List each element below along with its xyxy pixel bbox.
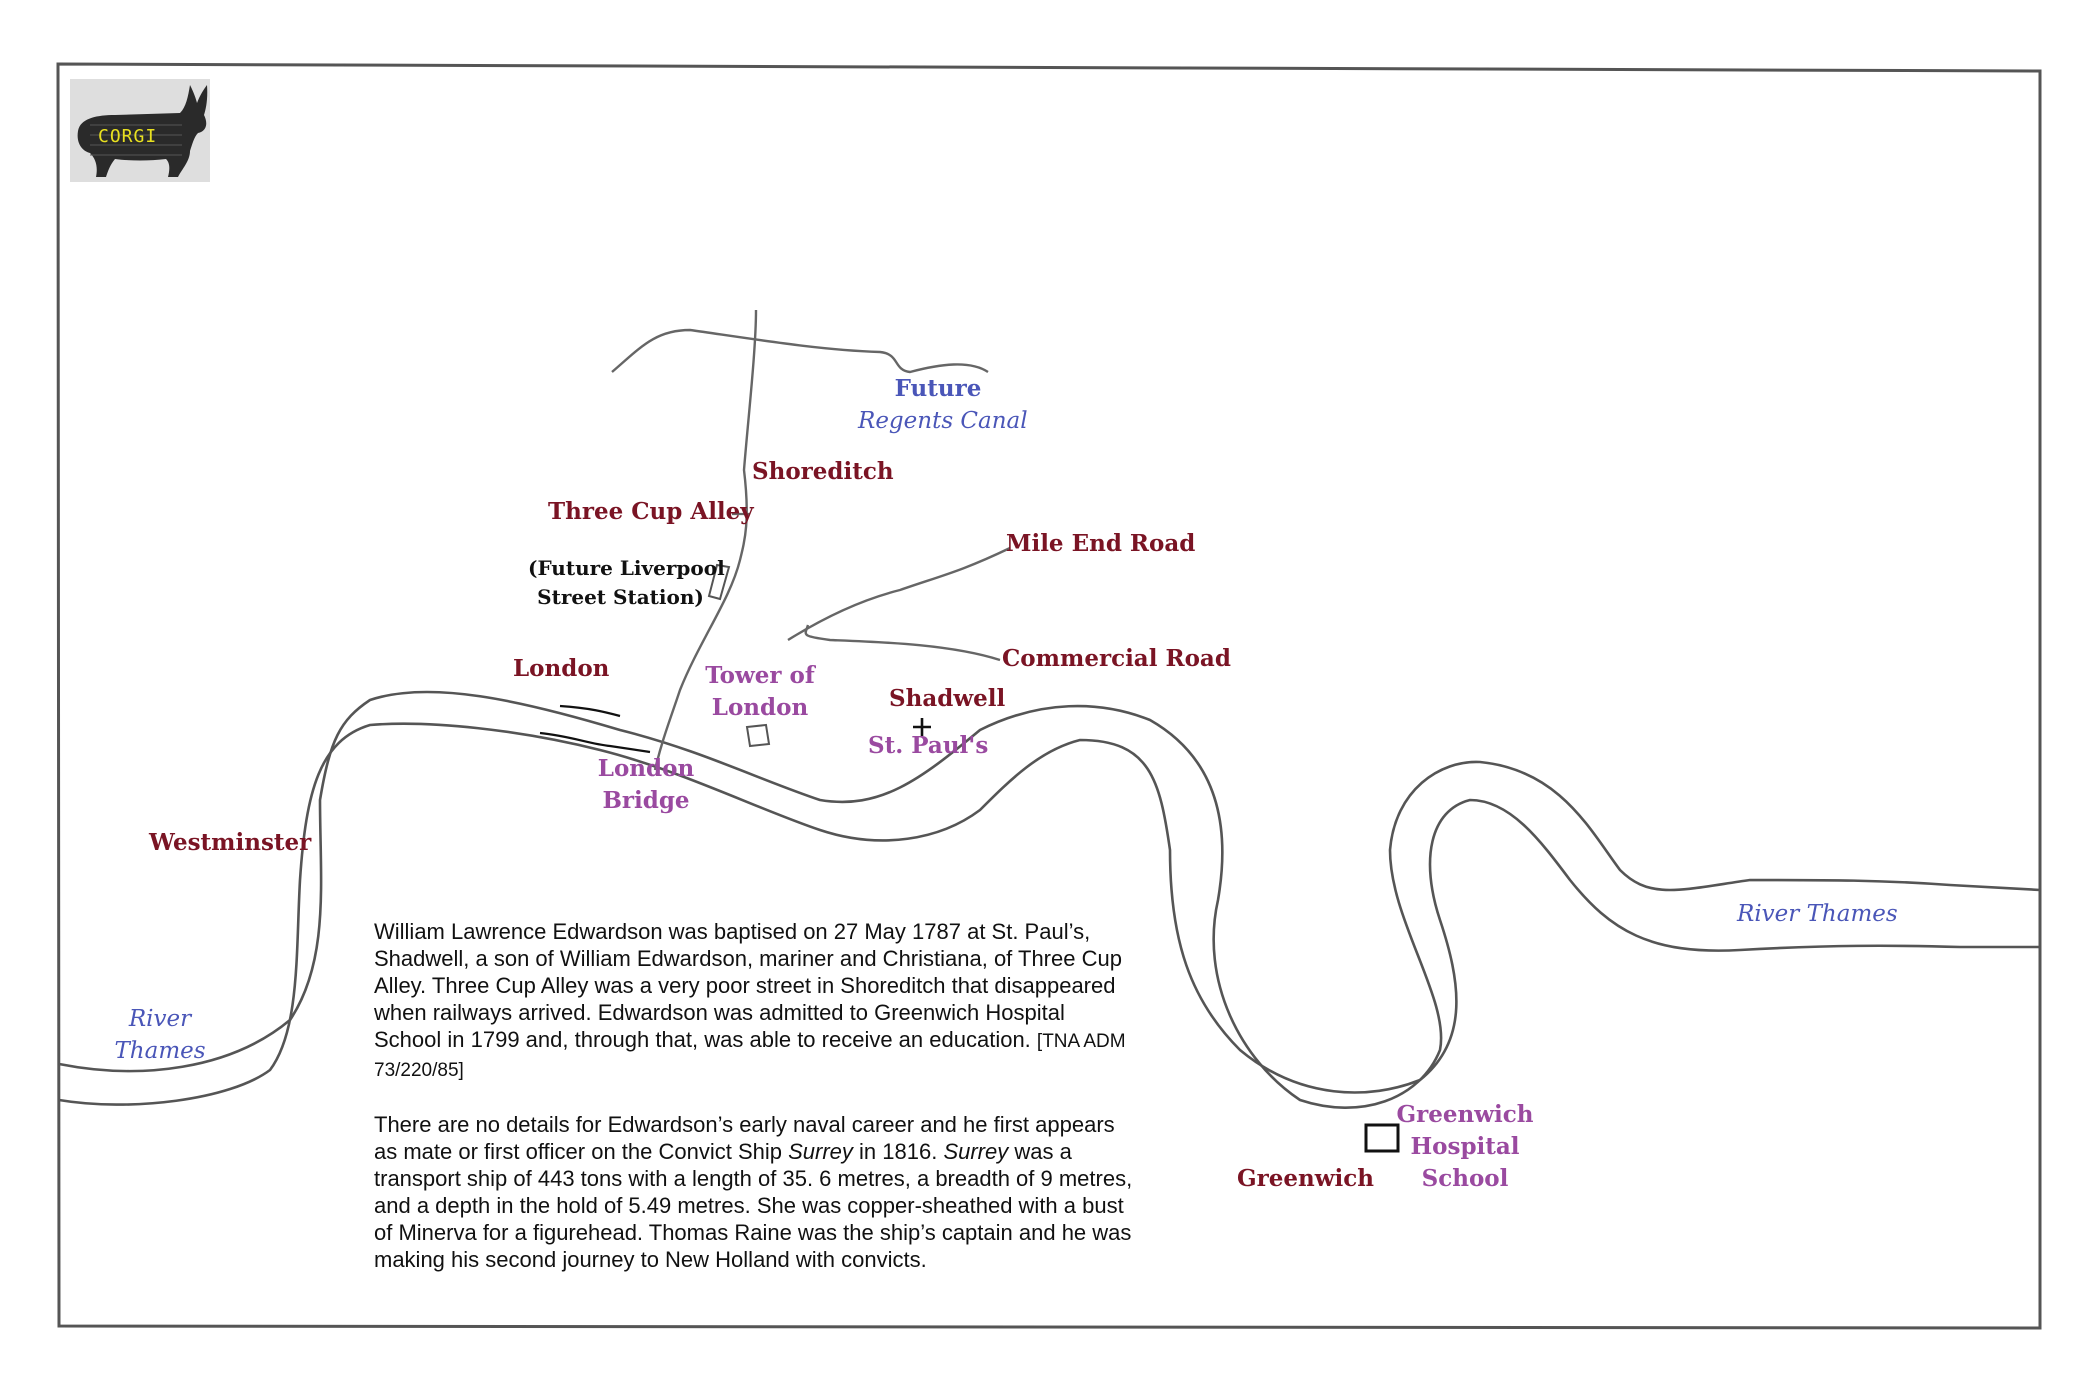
label-river-thames-left	[110, 1003, 210, 1067]
label-mile-end-road: Mile End Road	[1006, 530, 1196, 557]
label-st-pauls: St. Paul's	[868, 732, 989, 759]
label-river-thames-right: River Thames	[1737, 901, 1898, 927]
label-commercial-road: Commercial Road	[1002, 645, 1231, 672]
tower-of-london-outline	[747, 725, 769, 746]
paragraph-naval-part1: There are no details for Edwardson’s early naval career and he first appears as mate or first officer on the Convict Ship	[374, 1112, 1115, 1164]
label-tower-line1: Tower of	[705, 662, 815, 689]
label-three-cup-alley: Three Cup Alley	[548, 498, 754, 525]
label-greenwich: Greenwich	[1237, 1165, 1375, 1192]
label-greenwich-hospital-school	[1395, 1099, 1535, 1195]
corgi-logo	[70, 79, 210, 182]
label-shadwell: Shadwell	[889, 685, 1006, 712]
label-future-liverpool-line1: (Future Liverpool	[528, 556, 725, 580]
label-london-bridge-line1: London	[597, 755, 695, 782]
label-greenwich-hospital-line3: School	[1421, 1165, 1509, 1192]
paragraph-naval-career	[374, 1111, 1134, 1273]
ship-name-surrey-2: Surrey	[943, 1139, 1009, 1164]
label-future: Future	[894, 375, 982, 402]
label-shoreditch: Shoreditch	[752, 458, 894, 485]
label-london-bridge	[596, 753, 696, 817]
paragraph-baptism-ref: [TNA ADM 73/220/85]	[374, 1031, 1126, 1081]
ship-name-surrey-1: Surrey	[788, 1139, 853, 1164]
commercial-road	[806, 625, 1000, 660]
label-river-thames-left-line2: Thames	[114, 1038, 206, 1064]
paragraph-naval-part2: in 1816.	[852, 1139, 944, 1164]
greenwich-hospital-school-box	[1366, 1125, 1398, 1151]
label-river-thames-left-line1: River	[128, 1006, 192, 1032]
label-london-bridge-line2: Bridge	[602, 787, 690, 814]
regents-canal-line	[612, 330, 988, 372]
label-future-liverpool-line2: Street Station)	[537, 585, 704, 609]
paragraph-baptism-text: William Lawrence Edwardson was baptised on 27 May 1787 at St. Paul’s, Shadwell, a son of William Edwardson, mariner and Christiana, of Three Cup Alley. Three Cup Alley was a very poor street in Shoreditch that disappeared when railways arrived. Edwardson was admitted to Greenwich Hospital School in 1799 and, through that, was able to receive an education.	[374, 919, 1122, 1052]
label-future-liverpool-street	[528, 554, 725, 612]
label-greenwich-hospital-line1: Greenwich	[1396, 1101, 1534, 1128]
paragraph-naval-part3: was a transport ship of 443 tons with a length of 35. 6 metres, a breadth of 9 metres, and a depth in the hold of 5.49 metres. She was copper-sheathed with a bust of Minerva for a figurehead. Thomas Raine was the ship’s captain and he was making his second journey to New Holland with convicts.	[374, 1139, 1133, 1272]
label-regents-canal: Regents Canal	[858, 408, 1028, 434]
label-westminster: Westminster	[149, 829, 312, 856]
label-tower-of-london	[700, 660, 820, 724]
corgi-logo-text: CORGI	[98, 126, 158, 147]
label-london: London	[513, 655, 610, 682]
label-tower-line2: London	[711, 694, 809, 721]
mile-end-road	[788, 548, 1010, 640]
paragraph-baptism	[374, 918, 1134, 1084]
label-greenwich-hospital-line2: Hospital	[1410, 1133, 1520, 1160]
label-future-regents-canal	[858, 373, 1028, 437]
